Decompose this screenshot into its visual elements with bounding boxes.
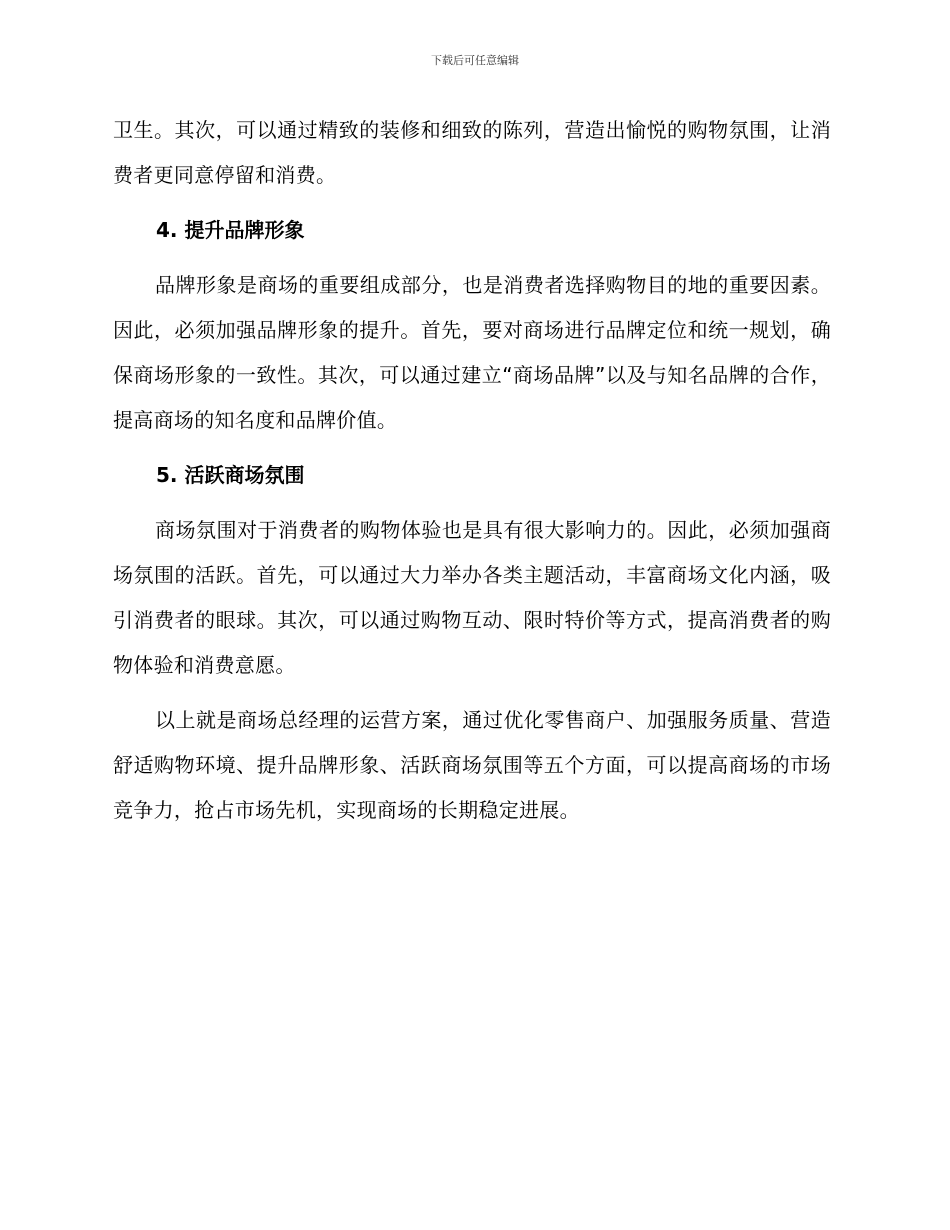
section-paragraph-atmosphere: 商场氛围对于消费者的购物体验也是具有很大影响力的。因此，必须加强商场氛围的活跃。首先，可以通过大力举办各类主题活动，丰富商场文化内涵，吸引消费者的眼球。其次，可以通过购物互动、限时特价等方式，提高消费者的购物体验和消费意愿。 xyxy=(113,518,831,677)
section-heading-brand-image: 4. 提升品牌形象 xyxy=(156,218,305,242)
section-paragraph-brand-image: 品牌形象是商场的重要组成部分，也是消费者选择购物目的地的重要因素。因此，必须加强品牌形象的提升。首先，要对商场进行品牌定位和统一规划，确保商场形象的一致性。其次，可以通过建立“商场品牌”以及与知名品牌的合作，提高商场的知名度和品牌价值。 xyxy=(113,273,831,432)
section-heading-atmosphere: 5. 活跃商场氛围 xyxy=(156,463,305,487)
page-header-note: 下载后可任意编辑 xyxy=(431,54,519,67)
conclusion-paragraph: 以上就是商场总经理的运营方案，通过优化零售商户、加强服务质量、营造舒适购物环境、提升品牌形象、活跃商场氛围等五个方面，可以提高商场的市场竞争力，抢占市场先机，实现商场的长期稳定进展。 xyxy=(113,708,831,822)
document-body xyxy=(113,108,831,833)
continuation-paragraph: 卫生。其次，可以通过精致的装修和细致的陈列，营造出愉悦的购物氛围，让消费者更同意停留和消费。 xyxy=(113,118,831,187)
